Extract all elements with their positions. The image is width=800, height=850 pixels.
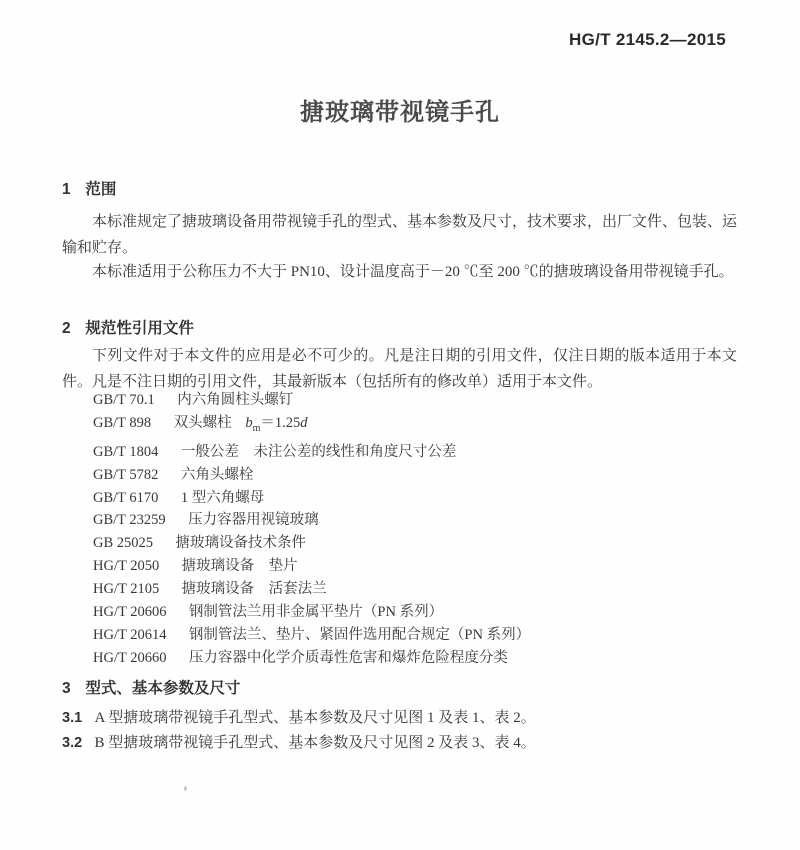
reference-code: GB/T 70.1	[93, 392, 155, 408]
section-title: 型式、基本参数及尺寸	[85, 680, 241, 697]
reference-code: HG/T 2050	[93, 558, 160, 575]
reference-code: GB/T 898	[93, 414, 152, 431]
reference-code: HG/T 20660	[93, 649, 167, 666]
reference-item	[62, 509, 737, 532]
reference-item	[62, 624, 737, 647]
reference-list	[62, 389, 737, 670]
reference-code: HG/T 20614	[93, 626, 167, 643]
clause-number: 3.1	[62, 710, 83, 726]
section-1-heading	[62, 177, 737, 199]
reference-item	[62, 601, 737, 624]
reference-title: 一般公差 未注公差的线性和角度尺寸公差	[180, 443, 457, 460]
reference-code: HG/T 2105	[93, 581, 160, 598]
reference-item	[62, 532, 737, 555]
reference-title: 内六角圆柱头螺钉	[177, 392, 294, 408]
reference-code: GB/T 23259	[93, 512, 166, 529]
reference-code: HG/T 20606	[93, 604, 167, 621]
reference-code: GB/T 1804	[93, 443, 159, 460]
clause-3-2	[62, 731, 737, 756]
references-intro-paragraph: 下列文件对于本文件的应用是必不可少的。凡是注日期的引用文件，仅注日期的版本适用于本文件。凡是不注日期的引用文件，其最新版本（包括所有的修改单）适用于本文件。	[62, 348, 737, 390]
clause-text: A 型搪玻璃带视镜手孔型式、基本参数及尺寸见图 1 及表 1、表 2。	[94, 710, 536, 726]
reference-formula	[245, 414, 308, 434]
section-number: 2	[62, 320, 71, 337]
reference-item	[62, 555, 737, 578]
reference-item	[62, 578, 737, 601]
reference-title: 压力容器用视镜玻璃	[188, 512, 319, 529]
reference-item	[62, 487, 737, 510]
clause-list	[62, 706, 737, 756]
formula-variable: d	[300, 414, 308, 431]
reference-title: 1 型六角螺母	[180, 489, 265, 506]
reference-code: GB/T 5782	[93, 466, 159, 483]
reference-title: 搪玻璃设备技术条件	[175, 535, 306, 552]
clause-number: 3.2	[62, 735, 83, 751]
formula-equation: ＝1.25	[260, 414, 301, 431]
section-title: 范围	[85, 181, 117, 198]
scope-paragraph-2: 本标准适用于公称压力不大于 PN10、设计温度高于－20 ℃至 200 ℃的搪玻璃设备用带视镜手孔。	[92, 264, 734, 280]
scope-paragraph-1: 本标准规定了搪玻璃设备用带视镜手孔的型式、基本参数及尺寸，技术要求，出厂文件、包装、运输和贮存。	[62, 214, 738, 256]
section-title: 规范性引用文件	[85, 320, 194, 337]
section-number: 1	[62, 181, 71, 198]
formula-subscript: m	[252, 422, 261, 434]
reference-code: GB 25025	[93, 535, 154, 552]
reference-title: 搪玻璃设备 垫片	[181, 558, 298, 575]
section-2-heading	[62, 316, 737, 338]
reference-code: GB/T 6170	[93, 489, 159, 506]
reference-item	[62, 464, 737, 487]
reference-item	[62, 441, 737, 464]
reference-title: 双头螺柱	[173, 414, 232, 431]
formula-variable: b	[245, 414, 253, 431]
reference-title: 钢制管法兰用非金属平垫片（PN 系列）	[188, 604, 444, 621]
section-number: 3	[62, 680, 71, 697]
reference-title: 压力容器中化学介质毒性危害和爆炸危险程度分类	[188, 649, 508, 666]
scan-artifact-speck	[184, 786, 187, 791]
clause-text: B 型搪玻璃带视镜手孔型式、基本参数及尺寸见图 2 及表 3、表 4。	[94, 735, 536, 751]
clause-3-1	[62, 706, 737, 731]
reference-item	[62, 389, 737, 412]
section-3-heading	[62, 676, 737, 698]
document-title: 搪玻璃带视镜手孔	[300, 99, 500, 126]
reference-title: 钢制管法兰、垫片、紧固件选用配合规定（PN 系列）	[188, 626, 531, 643]
reference-item	[62, 412, 737, 441]
doc-number: HG/T 2145.2—2015	[569, 30, 726, 49]
reference-title: 搪玻璃设备 活套法兰	[181, 581, 327, 598]
reference-item	[62, 647, 737, 670]
reference-title: 六角头螺栓	[180, 466, 254, 483]
